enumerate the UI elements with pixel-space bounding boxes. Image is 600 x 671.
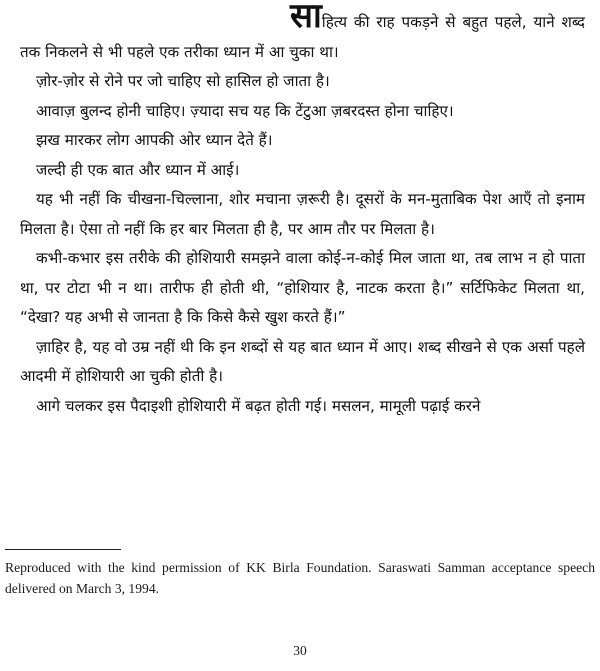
paragraph-opening-text: हित्य की राह पकड़ने से बहुत पहले, याने शब्द तक निकलने से भी पहले एक तरीका ध्यान में आ चुका था।: [20, 13, 585, 61]
dropcap-indent: [20, 0, 322, 36]
paragraph: झख मारकर लोग आपकी ओर ध्यान देते हैं।: [36, 131, 273, 149]
paragraph: आवाज़ बुलन्द होनी चाहिए। ज़्यादा सच यह कि टेंटुआ ज़बरदस्त होना चाहिए।: [36, 101, 454, 120]
body-text: [20, 2, 585, 421]
paragraph: ज़ाहिर है, यह वो उम्र नहीं थी कि इन शब्दों से यह बात ध्यान में आए। शब्द सीखने से एक अर्सा पहले आदमी में होशियारी आ चुकी होती है।: [20, 337, 585, 385]
footnote-divider: [5, 549, 121, 550]
paragraph-opening: [20, 2, 585, 67]
page-number: 30: [293, 643, 307, 658]
footnote: Reproduced with the kind permission of KK Birla Foundation. Saraswati Samman acceptance speech delivered on March 3, 1994.: [5, 560, 595, 596]
paragraph: यह भी नहीं कि चीखना-चिल्लाना, शोर मचाना ज़रूरी है। दूसरों के मन-मुताबिक पेश आएँ तो इनाम मिलता है। ऐसा तो नहीं कि हर बार मिलता ही है, पर आम तौर पर मिलता है।: [20, 190, 585, 238]
paragraph: जल्दी ही एक बात और ध्यान में आई।: [36, 160, 240, 179]
paragraph: आगे चलकर इस पैदाइशी होशियारी में बढ़त होती गई। मसलन, मामूली पढ़ाई करने: [36, 396, 481, 415]
paragraph: कभी-कभार इस तरीके की होशियारी समझने वाला कोई-न-कोई मिल जाता था, तब लाभ न हो पाता था, पर टोटा भी न था। तारीफ ही होती थी, “होशियार है, नाटक करता है।” सर्टिफिकेट मिलता था, “देखा? यह अभी से जानता है कि किसे कैसे खुश करते हैं।”: [20, 249, 585, 326]
paragraph: ज़ोर-ज़ोर से रोने पर जो चाहिए सो हासिल हो जाता है।: [36, 72, 330, 90]
drop-cap: सा: [290, 0, 322, 36]
